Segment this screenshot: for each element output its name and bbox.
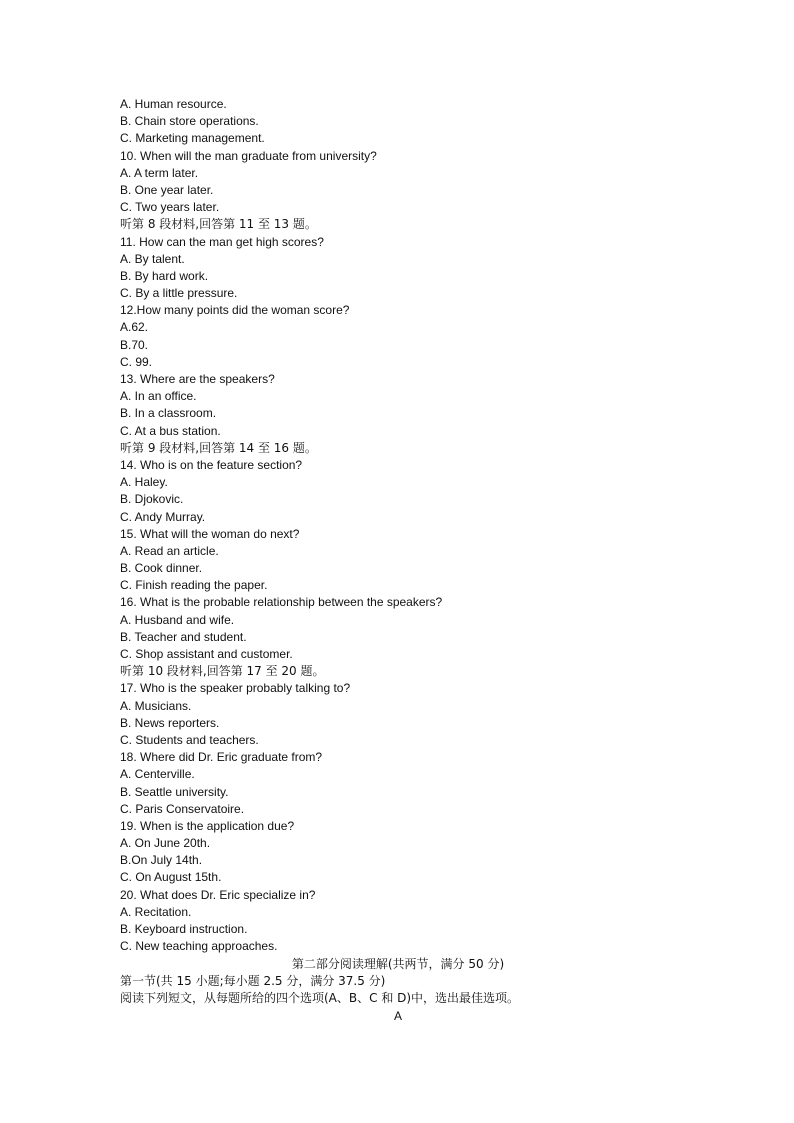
option-line: B. In a classroom. bbox=[120, 406, 217, 421]
question-line: 13. Where are the speakers? bbox=[120, 372, 275, 386]
section-instruction-line: 听第 8 段材料,回答第 11 至 13 题。 bbox=[120, 217, 317, 232]
option-line: A. Read an article. bbox=[120, 543, 219, 558]
question-line: 19. When is the application due? bbox=[120, 818, 295, 833]
part-two-heading: 第二部分阅读理解(共两节，满分 50 分) bbox=[291, 957, 505, 971]
option-line: B. By hard work. bbox=[120, 268, 209, 283]
option-line: C. Two years later. bbox=[120, 200, 220, 215]
option-line: B. One year later. bbox=[120, 182, 214, 197]
option-line: A. Husband and wife. bbox=[120, 612, 235, 627]
question-line: 18. Where did Dr. Eric graduate from? bbox=[120, 750, 323, 765]
option-line: A. A term later. bbox=[120, 165, 199, 180]
section-instruction-line: 听第 9 段材料,回答第 14 至 16 题。 bbox=[120, 440, 317, 455]
option-line: A. Human resource. bbox=[120, 97, 227, 111]
option-line: C. By a little pressure. bbox=[120, 286, 238, 301]
option-line: B. Teacher and student. bbox=[120, 629, 247, 644]
question-line: 10. When will the man graduate from university? bbox=[120, 148, 377, 163]
question-line: 20. What does Dr. Eric specialize in? bbox=[120, 887, 316, 902]
option-line: C. Finish reading the paper. bbox=[120, 578, 268, 593]
section-one-instruction: 第一节(共 15 小题;每小题 2.5 分，满分 37.5 分) bbox=[120, 974, 386, 988]
option-line: C. Paris Conservatoire. bbox=[120, 801, 245, 816]
question-line: 17. Who is the speaker probably talking to? bbox=[120, 681, 351, 696]
option-line: B. Keyboard instruction. bbox=[120, 922, 248, 936]
option-line: B. Seattle university. bbox=[120, 784, 229, 799]
option-line: B. Chain store operations. bbox=[120, 114, 259, 129]
question-line: 12.How many points did the woman score? bbox=[120, 303, 350, 318]
option-line: B. Cook dinner. bbox=[120, 561, 203, 576]
option-line: C. New teaching approaches. bbox=[120, 939, 278, 954]
option-line: A. Recitation. bbox=[120, 904, 192, 919]
listening-section bbox=[120, 96, 680, 955]
option-line: C. On August 15th. bbox=[120, 870, 222, 885]
passage-label: A bbox=[393, 1009, 402, 1023]
option-line: A.62. bbox=[120, 320, 149, 335]
option-line: C. Students and teachers. bbox=[120, 732, 259, 747]
option-line: A. In an office. bbox=[120, 389, 197, 404]
question-line: 11. How can the man get high scores? bbox=[120, 234, 324, 249]
option-line: B. Djokovic. bbox=[120, 492, 184, 507]
section-instruction-line: 听第 10 段材料,回答第 17 至 20 题。 bbox=[120, 664, 325, 679]
option-line: C. 99. bbox=[120, 354, 153, 369]
reading-instructions: 阅读下列短文，从每题所给的四个选项(A、B、C 和 D)中，选出最佳选项。 bbox=[120, 991, 520, 1005]
option-line: A. Haley. bbox=[120, 475, 168, 490]
exam-page bbox=[120, 96, 680, 1023]
question-line: 16. What is the probable relationship between the speakers? bbox=[120, 595, 443, 610]
question-line: 15. What will the woman do next? bbox=[120, 526, 300, 541]
option-line: B.70. bbox=[120, 337, 149, 352]
option-line: A. By talent. bbox=[120, 251, 185, 266]
option-line: C. Shop assistant and customer. bbox=[120, 647, 293, 661]
option-line: C. Andy Murray. bbox=[120, 509, 206, 524]
option-line: C. Marketing management. bbox=[120, 131, 265, 146]
option-line: A. On June 20th. bbox=[120, 836, 211, 851]
option-line: B. News reporters. bbox=[120, 715, 220, 730]
option-line: A. Centerville. bbox=[120, 767, 195, 782]
option-line: B.On July 14th. bbox=[120, 853, 203, 868]
option-line: C. At a bus station. bbox=[120, 423, 221, 438]
question-line: 14. Who is on the feature section? bbox=[120, 457, 303, 472]
option-line: A. Musicians. bbox=[120, 698, 192, 713]
